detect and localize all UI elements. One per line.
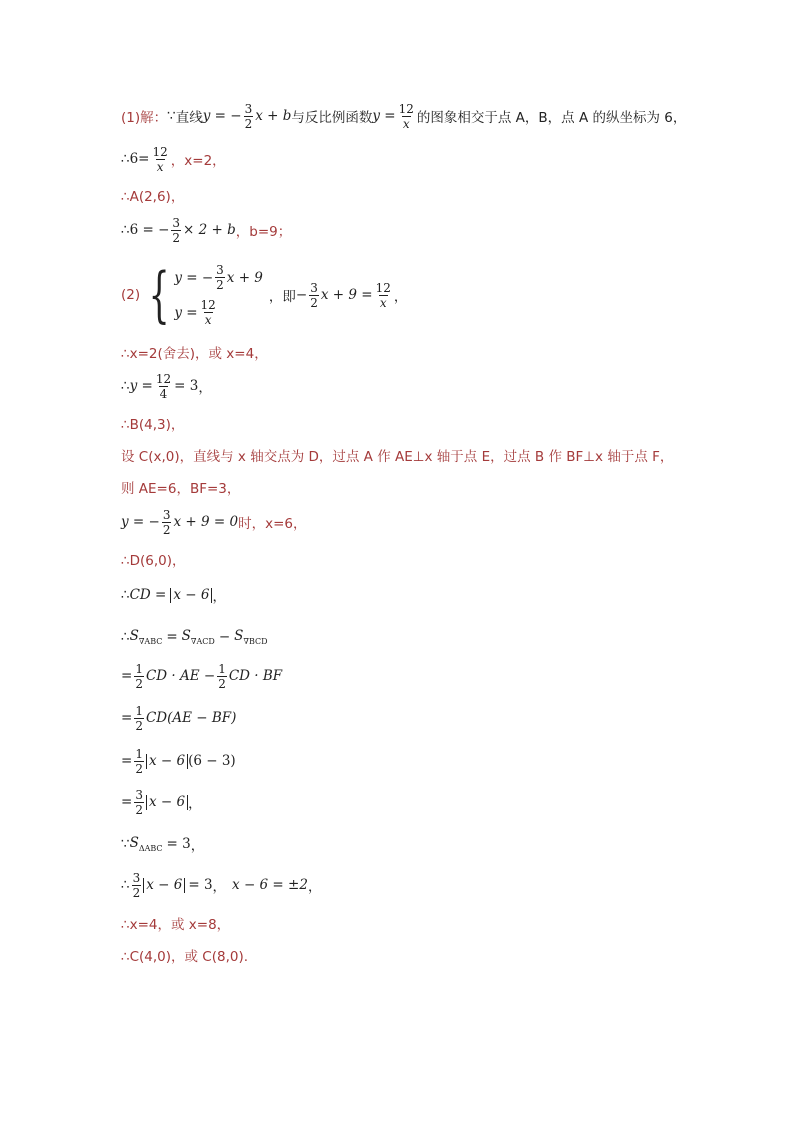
solution-line-19 xyxy=(121,832,204,856)
text: ∴D(6,0)， xyxy=(121,553,186,569)
denominator: 2 xyxy=(162,522,171,537)
equation: x − 6 = ±2 xyxy=(232,877,308,893)
equals: = xyxy=(121,794,133,810)
fraction xyxy=(132,871,142,900)
equals: = xyxy=(121,753,133,769)
equation: x + 9 = 0 xyxy=(173,514,239,530)
numerator: 1 xyxy=(218,661,226,676)
equation: CD · AE − xyxy=(145,668,216,684)
solution-line-22 xyxy=(121,943,248,967)
numerator: 12 xyxy=(200,298,216,312)
equation: = 3 xyxy=(174,378,199,394)
therefore-symbol: ∴ xyxy=(121,151,130,167)
equation: × 2 + b xyxy=(183,222,236,238)
s: S xyxy=(129,835,139,851)
text: ， xyxy=(307,879,322,895)
equation: − xyxy=(295,287,308,303)
numerator: 3 xyxy=(135,787,143,802)
text: ， xyxy=(212,589,226,605)
denominator: 2 xyxy=(172,230,181,245)
numerator: 3 xyxy=(216,263,224,277)
text: ∴x=2(舍去)，或 x=4， xyxy=(121,346,268,362)
denominator: 2 xyxy=(216,278,224,292)
equals: = xyxy=(121,668,133,684)
fraction xyxy=(162,508,172,537)
equation: y = xyxy=(129,378,153,394)
equation: x + b xyxy=(255,108,292,124)
part-1-label: (1)解： xyxy=(121,110,168,126)
equation: (6 − 3) xyxy=(188,753,236,769)
solution-line-11 xyxy=(121,507,307,537)
equation-system xyxy=(140,260,263,330)
solution-line-4 xyxy=(121,215,292,245)
text: 时，x=6， xyxy=(238,516,307,532)
numerator: 3 xyxy=(310,280,318,295)
text: ∴x=4，或 x=8， xyxy=(121,917,231,933)
solution-line-21 xyxy=(121,911,230,935)
solution-line-18 xyxy=(121,787,202,817)
numerator: 12 xyxy=(375,280,391,295)
equation: CD · BF xyxy=(228,668,283,684)
numerator: 1 xyxy=(135,703,143,718)
fraction xyxy=(134,747,144,776)
equation: 6= xyxy=(129,151,150,167)
fraction xyxy=(155,372,172,401)
fraction xyxy=(134,704,144,733)
solution-line-12 xyxy=(121,547,186,571)
denominator: 2 xyxy=(218,676,226,691)
s: S xyxy=(181,628,191,644)
text: 的图象相交于点 A，B，点 A 的纵坐标为 6， xyxy=(416,110,687,126)
fraction xyxy=(215,263,225,292)
equation: CD(AE − BF) xyxy=(145,710,237,726)
denominator: 2 xyxy=(244,116,253,131)
equation: y = xyxy=(174,304,198,321)
denominator: 2 xyxy=(310,295,318,310)
text: ，x=2， xyxy=(170,153,226,169)
area-symbol xyxy=(182,628,215,646)
equals: = xyxy=(166,629,178,645)
numerator: 3 xyxy=(244,101,253,116)
numerator: 3 xyxy=(132,870,141,885)
text: ， xyxy=(198,380,212,396)
area-symbol xyxy=(130,835,163,853)
denominator: x xyxy=(379,295,387,310)
text: ，即 xyxy=(268,289,296,305)
equation: y = xyxy=(372,108,396,124)
text: ， xyxy=(393,289,408,305)
fraction xyxy=(244,102,254,131)
denominator: 2 xyxy=(135,718,143,733)
absolute-value: x − 6 xyxy=(143,878,185,893)
system-row-1 xyxy=(174,263,263,292)
because-symbol: ∵ xyxy=(121,836,130,852)
therefore-symbol: ∴ xyxy=(121,587,130,603)
text: ∴A(2,6)， xyxy=(121,189,185,205)
text: ，b=9； xyxy=(235,224,292,240)
numerator: 12 xyxy=(155,371,172,386)
numerator: 3 xyxy=(172,215,181,230)
solution-line-5 xyxy=(121,260,407,330)
solution-line-14 xyxy=(121,625,268,649)
equation: y = − xyxy=(174,269,214,286)
equals: = xyxy=(121,710,133,726)
text: ， xyxy=(190,838,205,854)
system-rows xyxy=(174,263,263,327)
denominator: 2 xyxy=(135,802,143,817)
text: ， xyxy=(188,796,202,812)
fraction xyxy=(398,102,415,131)
numerator: 12 xyxy=(152,144,168,159)
fraction xyxy=(200,298,217,327)
therefore-symbol: ∴ xyxy=(121,877,130,893)
equation: x + 9 xyxy=(226,269,263,286)
text: 直线 xyxy=(175,110,203,126)
system-row-2 xyxy=(174,298,263,327)
absolute-value: x − 6 xyxy=(170,588,212,603)
absolute-value: x − 6 xyxy=(146,795,188,810)
numerator: 12 xyxy=(398,101,414,116)
text: 则 AE=6，BF=3， xyxy=(121,481,241,497)
subscript: ΔABC xyxy=(138,844,163,853)
minus: − xyxy=(218,629,231,645)
text: 设 C(x,0)，直线与 x 轴交点为 D，过点 A 作 AE⊥x 轴于点 E，过点 B 作 BF⊥x 轴于点 F， xyxy=(121,449,674,465)
because-symbol: ∵ xyxy=(167,108,176,124)
text: 与反比例函数 xyxy=(291,110,373,126)
subscript: ∇BCD xyxy=(243,637,268,646)
denominator: x xyxy=(204,313,212,327)
s: S xyxy=(234,628,244,644)
denominator: 2 xyxy=(132,885,141,900)
solution-line-20 xyxy=(121,870,322,900)
solution-line-9 xyxy=(121,443,673,467)
fraction xyxy=(171,216,181,245)
therefore-symbol: ∴ xyxy=(121,378,130,394)
subscript: ∇ABC xyxy=(138,637,163,646)
equation: x + 9 = xyxy=(320,287,373,303)
brace: { xyxy=(148,260,170,330)
denominator: 2 xyxy=(135,676,143,691)
text: ， xyxy=(212,879,227,895)
fraction xyxy=(217,662,227,691)
therefore-symbol: ∴ xyxy=(121,629,130,645)
denominator: x xyxy=(156,159,164,174)
solution-line-10 xyxy=(121,475,240,499)
equation: = 3 xyxy=(166,836,191,852)
equation: y = − xyxy=(121,514,160,530)
part-2-label: (2) xyxy=(121,287,141,303)
denominator: x xyxy=(402,116,410,131)
solution-line-6 xyxy=(121,340,268,364)
therefore-symbol: ∴ xyxy=(121,222,130,238)
solution-line-7 xyxy=(121,371,212,401)
s: S xyxy=(129,628,139,644)
solution-line-8 xyxy=(121,411,184,435)
fraction xyxy=(134,662,144,691)
text: ∴C(4,0)，或 C(8,0). xyxy=(121,949,249,965)
denominator: 4 xyxy=(159,386,168,401)
numerator: 1 xyxy=(135,746,143,761)
numerator: 3 xyxy=(162,507,171,522)
numerator: 1 xyxy=(135,661,143,676)
equation: = 3 xyxy=(188,877,213,893)
fraction xyxy=(375,281,392,310)
solution-line-17 xyxy=(121,746,236,776)
equation: y = − xyxy=(202,108,242,124)
solution-line-1 xyxy=(121,101,687,131)
absolute-value: x − 6 xyxy=(146,754,188,769)
equation: CD = xyxy=(129,587,167,603)
area-symbol xyxy=(130,628,163,646)
fraction xyxy=(152,145,169,174)
area-symbol xyxy=(234,628,267,646)
fraction xyxy=(309,281,319,310)
solution-line-16 xyxy=(121,703,237,733)
solution-line-2 xyxy=(121,144,226,174)
solution-line-13 xyxy=(121,583,226,607)
equation: 6 = − xyxy=(129,222,170,238)
solution-line-15 xyxy=(121,661,283,691)
fraction xyxy=(134,788,144,817)
text: ∴B(4,3)， xyxy=(121,417,185,433)
subscript: ∇ACD xyxy=(190,637,215,646)
denominator: 2 xyxy=(135,761,143,776)
solution-line-3 xyxy=(121,183,184,207)
